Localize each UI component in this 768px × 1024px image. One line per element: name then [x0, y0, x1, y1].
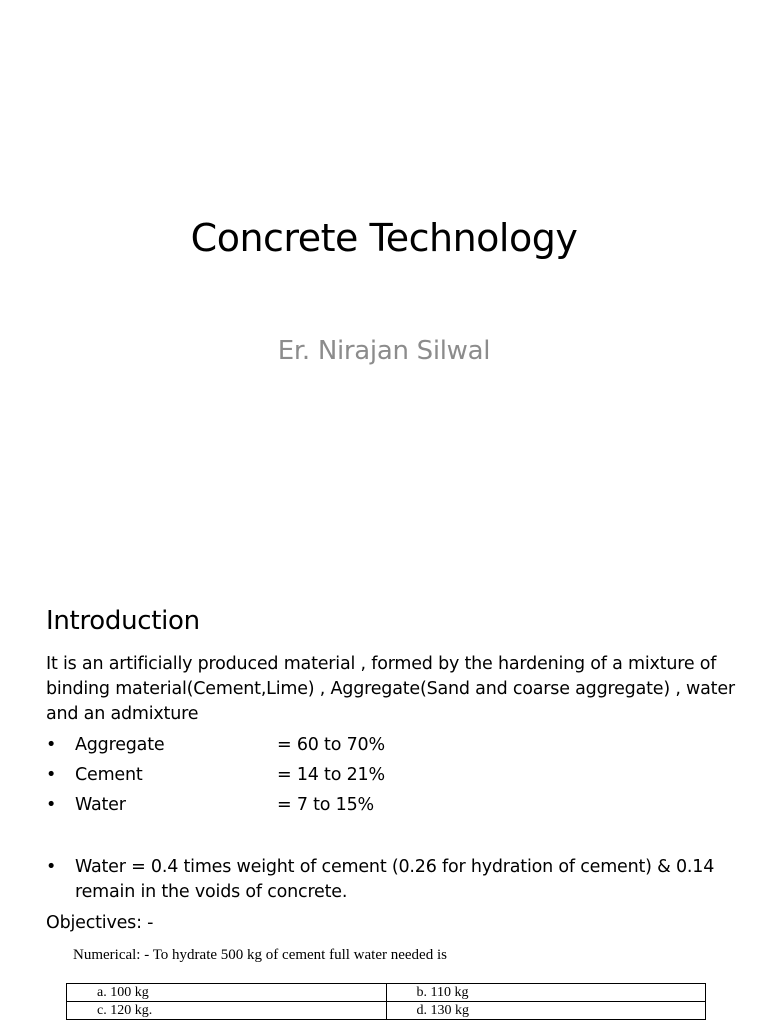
component-value: = 60 to 70%: [277, 735, 385, 755]
table-row: [67, 1002, 706, 1020]
slide-author: Er. Nirajan Silwal: [277, 336, 491, 366]
bullet-icon: •: [46, 857, 57, 877]
bullet-icon: •: [46, 765, 57, 785]
list-item: [46, 793, 746, 823]
component-name: Aggregate: [75, 735, 165, 755]
option-c: c. 120 kg.: [67, 1002, 387, 1020]
section-heading: Introduction: [46, 606, 200, 636]
component-name: Cement: [75, 765, 143, 785]
component-value: = 7 to 15%: [277, 795, 374, 815]
option-d: d. 130 kg: [386, 1002, 706, 1020]
component-value: = 14 to 21%: [277, 765, 385, 785]
composition-list: [46, 733, 746, 823]
bullet-icon: •: [46, 795, 57, 815]
table-row: [67, 984, 706, 1002]
water-note-text: Water = 0.4 times weight of cement (0.26 for hydration of cement) & 0.14 remain in the voids of concrete.: [75, 857, 715, 902]
option-b: b. 110 kg: [386, 984, 706, 1002]
numerical-question: Numerical: - To hydrate 500 kg of cement full water needed is: [73, 947, 447, 963]
intro-paragraph: It is an artificially produced material , formed by the hardening of a mixture of binding material(Cement,Lime) , Aggregate(Sand and coarse aggregate) , water and an admixture: [46, 654, 735, 724]
answer-options-table: [66, 983, 706, 1020]
list-item: [46, 763, 746, 793]
list-item: [46, 733, 746, 763]
slide-title: Concrete Technology: [190, 216, 578, 260]
objectives-label: Objectives: -: [46, 913, 154, 933]
option-a: a. 100 kg: [67, 984, 387, 1002]
bullet-icon: •: [46, 735, 57, 755]
component-name: Water: [75, 795, 126, 815]
water-note: [46, 855, 768, 905]
